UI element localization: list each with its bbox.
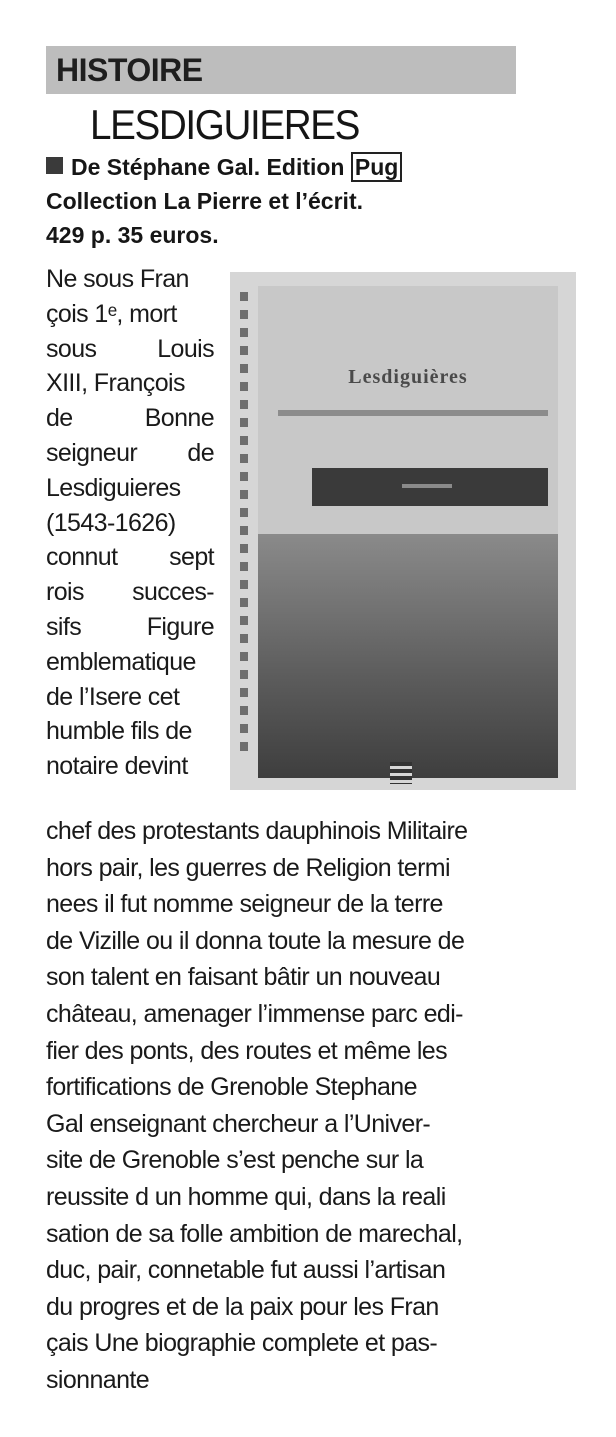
body-line: duc, pair, connetable fut aussi l’artisan bbox=[46, 1256, 446, 1285]
spine-mark bbox=[240, 724, 248, 733]
publisher-logo-icon bbox=[390, 762, 412, 784]
spine-mark bbox=[240, 418, 248, 427]
spine-mark bbox=[240, 706, 248, 715]
spine-mark bbox=[240, 562, 248, 571]
spine-mark bbox=[240, 436, 248, 445]
body-word-group: XIII, François bbox=[46, 369, 185, 398]
spine-mark bbox=[240, 670, 248, 679]
spine-mark bbox=[240, 490, 248, 499]
body-line: nees il fut nomme seigneur de la terre bbox=[46, 890, 443, 919]
body-line bbox=[46, 680, 214, 714]
body-word-group: sifs bbox=[46, 613, 82, 641]
spine-mark bbox=[240, 544, 248, 553]
body-line bbox=[46, 471, 214, 505]
body-line: çais Une biographie complete et pas- bbox=[46, 1329, 438, 1358]
spine-mark bbox=[240, 328, 248, 337]
spine-mark bbox=[240, 382, 248, 391]
square-bullet-icon bbox=[46, 157, 63, 174]
body-line bbox=[46, 506, 214, 540]
body-line bbox=[46, 332, 214, 366]
body-line: fortifications de Grenoble Stephane bbox=[46, 1073, 417, 1102]
body-line bbox=[46, 610, 214, 644]
body-word-group: sept bbox=[169, 543, 214, 572]
credits-details: 429 p. 35 euros. bbox=[46, 222, 219, 248]
spine-mark bbox=[240, 634, 248, 643]
body-line: sation de sa folle ambition de marechal, bbox=[46, 1219, 463, 1248]
spine-mark bbox=[240, 652, 248, 661]
body-line bbox=[46, 749, 214, 783]
body-line bbox=[46, 297, 214, 331]
credits-collection: Collection La Pierre et l’écrit. bbox=[46, 188, 363, 214]
body-word-group: humble fils de bbox=[46, 717, 192, 746]
body-line: Gal enseignant chercheur a l’Univer- bbox=[46, 1109, 431, 1138]
body-word-group: seigneur bbox=[46, 439, 138, 467]
body-line: fier des ponts, des routes et même les bbox=[46, 1036, 448, 1065]
body-line: château, amenager l’immense parc edi- bbox=[46, 1000, 463, 1028]
body-word-group: connut bbox=[46, 543, 118, 572]
book-credits bbox=[46, 150, 536, 252]
body-word-group: succes- bbox=[132, 578, 214, 607]
publisher-name: Pug bbox=[351, 152, 402, 182]
spine-mark bbox=[240, 454, 248, 463]
section-label: HISTOIRE bbox=[56, 52, 203, 88]
body-word-group: Bonne bbox=[144, 404, 214, 433]
body-word-group: Figure bbox=[146, 613, 214, 641]
credits-prefix: De Stéphane Gal. Edition bbox=[71, 154, 351, 180]
spine-mark bbox=[240, 472, 248, 481]
spine-mark bbox=[240, 688, 248, 697]
body-line bbox=[46, 262, 214, 296]
body-word-group: Ne sous Fran bbox=[46, 265, 189, 293]
body-line bbox=[46, 645, 214, 679]
cover-subtitle-line bbox=[278, 410, 548, 416]
body-line: son talent en faisant bâtir un nouveau bbox=[46, 963, 441, 992]
spine-mark bbox=[240, 508, 248, 517]
body-line bbox=[46, 540, 214, 574]
spine-mark bbox=[240, 346, 248, 355]
body-word-group: (1543-1626) bbox=[46, 508, 176, 537]
spine-mark bbox=[240, 580, 248, 589]
body-line: sionnante bbox=[46, 1366, 150, 1394]
body-line bbox=[46, 575, 214, 609]
cover-title: Lesdiguières bbox=[348, 366, 468, 388]
spine-mark bbox=[240, 526, 248, 535]
body-line bbox=[46, 714, 214, 748]
body-word-group: Lesdiguieres bbox=[46, 473, 181, 502]
spine-mark bbox=[240, 616, 248, 625]
spine-mark bbox=[240, 598, 248, 607]
body-line: site de Grenoble s’est penche sur la bbox=[46, 1146, 424, 1175]
spine-mark bbox=[240, 400, 248, 409]
cover-front bbox=[258, 286, 558, 778]
cover-spine bbox=[240, 292, 250, 780]
spine-mark bbox=[240, 292, 248, 301]
book-cover-image bbox=[230, 272, 576, 790]
spine-mark bbox=[240, 742, 248, 751]
body-word-group: Louis bbox=[157, 334, 214, 363]
body-word-group: de bbox=[46, 404, 73, 433]
spine-mark bbox=[240, 310, 248, 319]
body-line: du progres et de la paix pour les Fran bbox=[46, 1292, 439, 1321]
body-word-group: rois bbox=[46, 578, 84, 607]
body-word-group: de bbox=[187, 439, 214, 467]
body-line: chef des protestants dauphinois Militaire bbox=[46, 817, 468, 845]
body-word-group: notaire devint bbox=[46, 752, 188, 781]
body-line: de Vizille ou il donna toute la mesure de bbox=[46, 926, 465, 955]
body-word-group: çois 1ᵉ, mort bbox=[46, 299, 177, 328]
article-headline: LESDIGUIERES bbox=[90, 101, 360, 148]
body-line bbox=[46, 366, 214, 400]
spine-mark bbox=[240, 364, 248, 373]
body-word-group: emblematique bbox=[46, 647, 196, 676]
cover-author-bar bbox=[312, 468, 548, 506]
cover-painting bbox=[258, 534, 558, 778]
body-word-group: de l’Isere cet bbox=[46, 682, 180, 711]
body-line bbox=[46, 436, 214, 470]
body-line: reussite d un homme qui, dans la reali bbox=[46, 1183, 446, 1211]
body-line: hors pair, les guerres de Religion termi bbox=[46, 853, 450, 882]
body-word-group: sous bbox=[46, 334, 97, 363]
body-line bbox=[46, 401, 214, 435]
